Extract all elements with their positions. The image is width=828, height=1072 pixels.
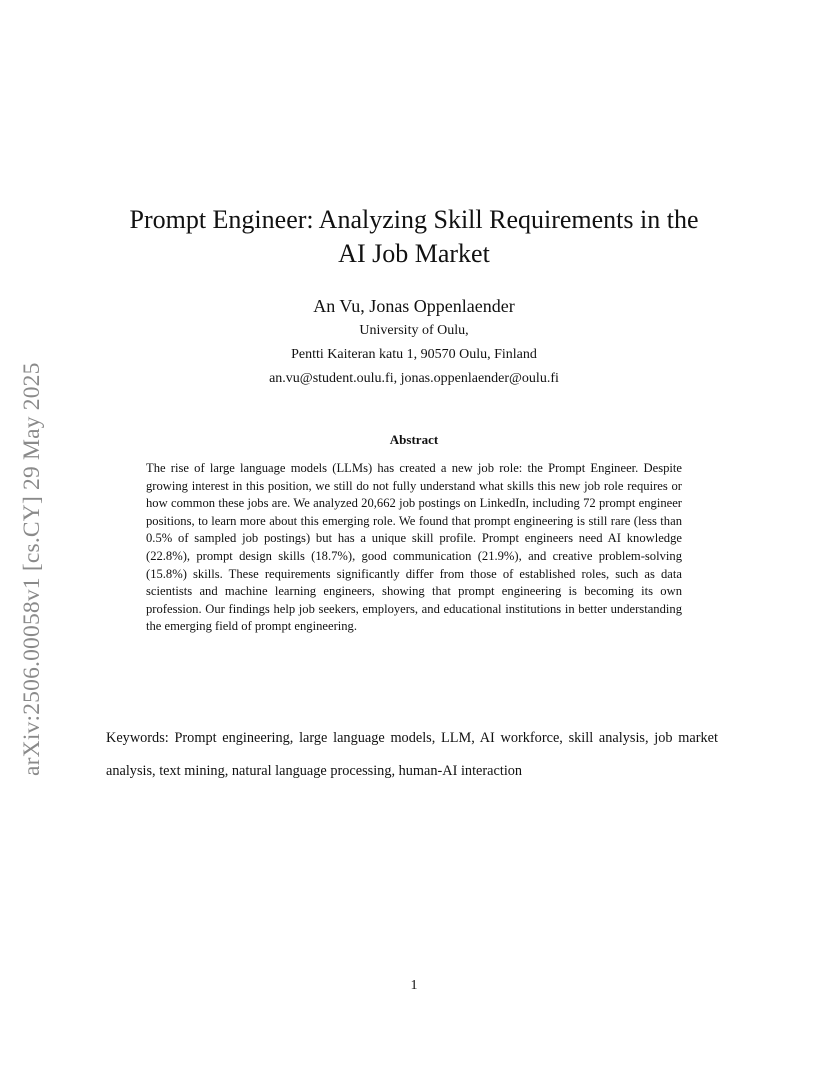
abstract-heading: Abstract: [389, 432, 439, 447]
paper-title-line-2: AI Job Market: [338, 239, 490, 268]
arxiv-identifier-stamp: arXiv:2506.00058v1 [cs.CY] 29 May 2025: [19, 362, 45, 776]
keywords: Keywords: Prompt engineering, large language models, LLM, AI workforce, skill analysis, job market analysis, text mining, natural language processing, human-AI interaction: [106, 730, 718, 779]
authors: An Vu, Jonas Oppenlaender: [313, 296, 515, 316]
paper-title: [0, 203, 828, 271]
abstract-text: The rise of large language models (LLMs) has created a new job role: the Prompt Engineer. Despite growing interest in this position, we still do not fully understand what skills this new job role requires or how common these jobs are. We analyzed 20,662 job postings on LinkedIn, including 72 prompt engineer positions, to learn more about this emerging role. We found that prompt engineering is still rare (less than 0.5% of sampled job postings) but has a unique skill profile. Prompt engineers need AI knowledge (22.8%), prompt design skills (18.7%), good communication (21.9%), and creative problem-solving (15.8%) skills. These requirements significantly differ from those of established roles, such as data scientists and machine learning engineers, showing that prompt engineering is becoming its own profession. Our findings help job seekers, employers, and educational institutions in better understanding the emerging field of prompt engineering.: [146, 461, 682, 634]
paper-title-line-1: Prompt Engineer: Analyzing Skill Requirements in the: [129, 205, 699, 234]
affiliation-emails: an.vu@student.oulu.fi, jonas.oppenlaender@oulu.fi: [269, 371, 559, 386]
page-number: 1: [410, 978, 418, 993]
affiliation-university: University of Oulu,: [359, 323, 469, 338]
affiliation-address: Pentti Kaiteran katu 1, 90570 Oulu, Finland: [291, 347, 537, 362]
